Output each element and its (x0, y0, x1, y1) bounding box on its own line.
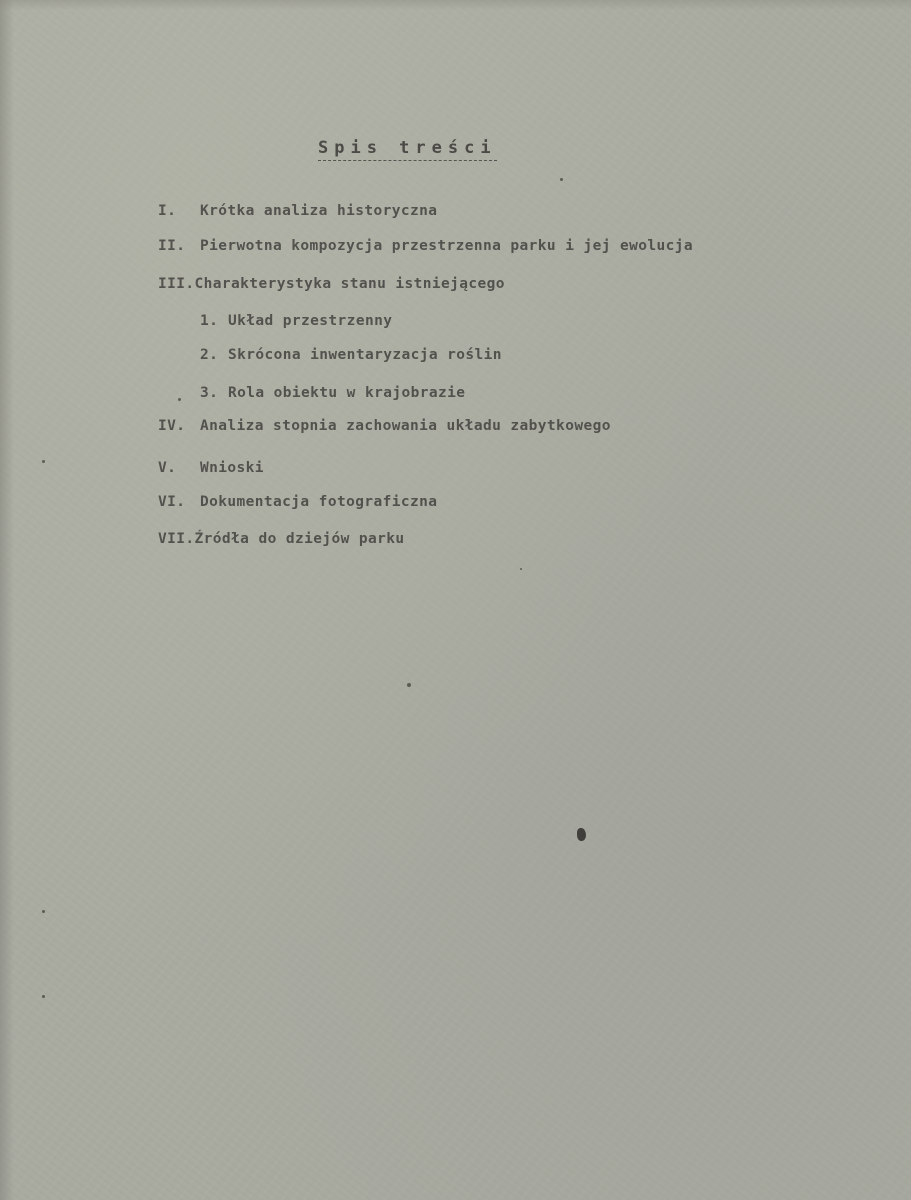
page-title: Spis treści (318, 138, 497, 161)
toc-entry-text: Źródła do dziejów parku (194, 531, 405, 547)
paper-speck (42, 460, 45, 463)
toc-entry-1 (158, 203, 437, 219)
toc-subentry-1 (200, 313, 392, 329)
toc-entry-number: 1. (200, 313, 219, 329)
paper-speck (407, 683, 411, 687)
toc-entry-4 (158, 418, 611, 434)
toc-entry-text: Rola obiektu w krajobrazie (228, 385, 466, 401)
toc-entry-number: III. (158, 276, 195, 292)
toc-entry-text: Układ przestrzenny (228, 313, 393, 329)
toc-entry-text: Krótka analiza historyczna (200, 203, 438, 219)
toc-entry-text: Pierwotna kompozycja przestrzenna parku i jej ewolucja (200, 238, 694, 254)
toc-entry-5 (158, 460, 264, 476)
toc-subentry-3 (200, 385, 465, 401)
toc-entry-3 (158, 276, 505, 292)
toc-entry-number: V. (158, 460, 177, 476)
ink-blot-mark (577, 828, 586, 841)
paper-speck (560, 178, 563, 181)
paper-speck (42, 995, 45, 998)
toc-entry-number: I. (158, 203, 177, 219)
toc-entry-text: Analiza stopnia zachowania układu zabytkowego (200, 418, 611, 434)
paper-speck (178, 398, 181, 401)
paper-speck (520, 568, 522, 570)
toc-entry-7 (158, 531, 405, 547)
paper-speck (42, 910, 45, 913)
toc-entry-text: Charakterystyka stanu istniejącego (194, 276, 505, 292)
toc-entry-text: Wnioski (200, 460, 264, 476)
toc-entry-number: 2. (200, 347, 219, 363)
toc-entry-number: IV. (158, 418, 186, 434)
toc-entry-6 (158, 494, 437, 510)
toc-entry-text: Skrócona inwentaryzacja roślin (228, 347, 502, 363)
toc-entry-number: II. (158, 238, 186, 254)
toc-entry-number: 3. (200, 385, 219, 401)
toc-entry-number: VI. (158, 494, 186, 510)
toc-entry-number: VII. (158, 531, 195, 547)
toc-entry-2 (158, 238, 693, 254)
toc-entry-text: Dokumentacja fotograficzna (200, 494, 438, 510)
toc-subentry-2 (200, 347, 502, 363)
